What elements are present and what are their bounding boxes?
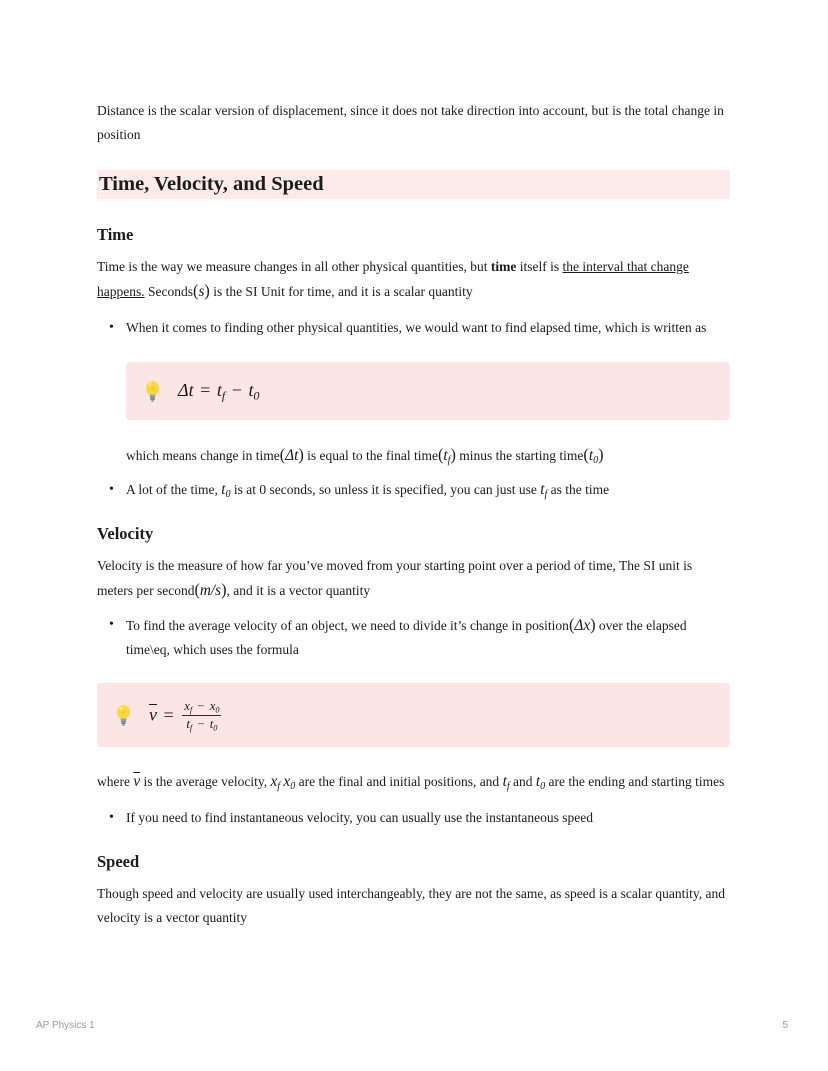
math-subscript: 0 (225, 488, 231, 500)
math-token (221, 481, 230, 498)
math-token (193, 283, 210, 300)
text-segment: When it comes to finding other physical quantities, we would want to find elapsed time, which is written as (126, 320, 707, 335)
paren-open: ( (437, 445, 444, 464)
page-content (97, 99, 730, 930)
math-subscript: f (189, 722, 193, 732)
paren-close: ) (450, 445, 456, 464)
paren-open: ( (568, 615, 575, 634)
math-token (583, 447, 603, 464)
math-operator: − (227, 380, 247, 400)
page-footer (36, 1020, 788, 1032)
math-token (536, 773, 545, 790)
fraction-denominator (182, 715, 221, 733)
math-variable: x (184, 699, 190, 713)
math-variable: t (588, 447, 594, 464)
math-variable: m/s (199, 582, 222, 599)
list-item-text (126, 320, 706, 335)
math-token (216, 380, 226, 403)
text-segment: Time is the way we measure changes in all other physical quantities, but (97, 259, 491, 274)
paren-open: ( (194, 580, 200, 599)
math-subscript: 0 (290, 780, 296, 792)
text-segment: minus the starting time (455, 448, 584, 463)
math-variable: t (209, 716, 214, 731)
math-subscript: f (189, 705, 193, 715)
section-heading-time-velocity-speed: Time, Velocity, and Speed (97, 170, 730, 199)
math-token (248, 380, 260, 403)
text-segment: over the elapsed time\eq, which uses the formula (126, 618, 687, 657)
formula-explanation (126, 443, 730, 468)
subheading-time: Time (97, 225, 134, 244)
math-subscript: f (506, 780, 510, 792)
list-item-text (126, 615, 687, 657)
math-variable: x (283, 773, 291, 791)
speed-paragraph (97, 882, 730, 930)
math-variable: s (198, 283, 205, 300)
math-token (270, 773, 280, 790)
math-token (194, 582, 226, 599)
math-variable: t (540, 481, 545, 498)
velocity-where-paragraph (97, 770, 730, 794)
subheading-speed: Speed (97, 852, 140, 872)
formula-callout-delta-t (126, 362, 730, 420)
math-variable: Δx (574, 617, 591, 634)
time-paragraph (97, 255, 730, 304)
text-segment: If you need to find instantaneous velocity, you can usually use the instantaneous speed (126, 810, 594, 826)
text-segment: , and it is a vector quantity (226, 583, 371, 598)
math-variable: t (221, 481, 226, 498)
math-subscript: 0 (593, 454, 599, 466)
math-token (280, 447, 304, 464)
math-operator: = (159, 704, 179, 725)
paren-open: ( (279, 445, 286, 464)
velocity-bullet-list (97, 613, 730, 662)
math-subscript: 0 (215, 705, 220, 715)
text-segment: where (97, 774, 134, 790)
paren-close: ) (221, 580, 227, 599)
math-token (149, 705, 157, 725)
math-subscript: 0 (253, 388, 260, 403)
math-variable: Δt (178, 380, 194, 400)
math-subscript: f (447, 454, 451, 466)
math-subscript: 0 (540, 780, 546, 792)
text-segment: are the ending and starting times (545, 774, 725, 790)
fraction-numerator (182, 698, 221, 715)
paren-open: ( (583, 445, 589, 464)
math-token (438, 447, 456, 464)
math-token (283, 773, 295, 790)
text-segment: Though speed and velocity are usually used interchangeably, they are not the same, as speed is a scalar quantity, and velocity is a vector quantity (97, 886, 726, 926)
paren-close: ) (590, 615, 596, 634)
formula-callout-average-velocity (97, 683, 730, 747)
text-segment: time (490, 259, 517, 274)
list-item (97, 806, 730, 830)
text-segment: Velocity is the measure of how far you’ve moved from your starting point over a period of time, The SI unit is meters per second (97, 558, 693, 598)
text-segment: Distance is the scalar version of displacement, since it does not take direction into account, but is the total change in position (97, 103, 724, 142)
math-subscript: f (544, 488, 548, 500)
text-segment: and (509, 774, 536, 790)
math-variable: $\overline{v}$ (133, 773, 141, 791)
text-segment: as the time (547, 482, 610, 497)
text-segment: A lot of the time, (126, 482, 222, 497)
paren-close: ) (204, 281, 210, 300)
list-item-text (126, 810, 593, 825)
list-item (97, 478, 730, 502)
math-variable: Δt (285, 447, 299, 464)
math-subscript: 0 (213, 722, 218, 732)
subheading-velocity: Velocity (97, 524, 154, 543)
list-item-text (126, 481, 610, 500)
text-segment: To find the average velocity of an object, we need to divide it’s change in position (126, 618, 569, 633)
text-segment: is the SI Unit for time, and it is a scalar quantity (209, 284, 473, 299)
text-segment: are the final and initial positions, and (295, 774, 503, 790)
paren-open: ( (193, 281, 199, 300)
text-segment: Seconds (144, 284, 193, 299)
footer-page-number: 5 (782, 1020, 788, 1031)
math-operator: − (194, 699, 208, 713)
math-token (569, 617, 596, 634)
velocity-paragraph (97, 554, 730, 603)
math-subscript: f (277, 780, 281, 792)
math-token (503, 773, 510, 790)
math-variable: t (443, 447, 448, 464)
math-token (210, 717, 218, 731)
text-segment: is the average velocity, (140, 774, 271, 790)
math-variable: t (535, 773, 541, 791)
list-item (97, 613, 730, 662)
math-operator: − (194, 716, 208, 731)
text-segment: is equal to the final time (303, 448, 438, 463)
text-segment: which means change in time (126, 448, 280, 463)
text-segment: is at 0 seconds, so unless it is specified, you can just use (230, 482, 541, 497)
paren-close: ) (598, 445, 604, 464)
time-bullet-list (97, 316, 730, 502)
math-variable: t (186, 716, 190, 731)
lightbulb-icon (113, 704, 134, 727)
text-segment: the interval that change happens. (97, 259, 689, 299)
math-variable: t (502, 773, 507, 791)
velocity-bullet-list-2 (97, 806, 730, 830)
math-operator: = (195, 380, 215, 400)
math-subscript: f (221, 388, 226, 403)
math-variable: $\overline{v}$ (149, 704, 158, 725)
lightbulb-icon (142, 380, 163, 403)
intro-paragraph (97, 99, 730, 147)
formula-delta-t (178, 377, 259, 405)
paren-close: ) (298, 445, 304, 464)
formula-average-velocity (149, 698, 221, 732)
footer-document-title: AP Physics 1 (36, 1020, 95, 1031)
math-variable: x (270, 773, 278, 791)
math-variable: x (209, 699, 216, 713)
math-variable: t (216, 380, 222, 400)
text-segment: itself is (516, 259, 563, 274)
math-token (210, 699, 220, 713)
fraction (182, 698, 221, 732)
math-token (178, 380, 194, 400)
math-variable: t (248, 380, 254, 400)
list-item (97, 316, 730, 468)
